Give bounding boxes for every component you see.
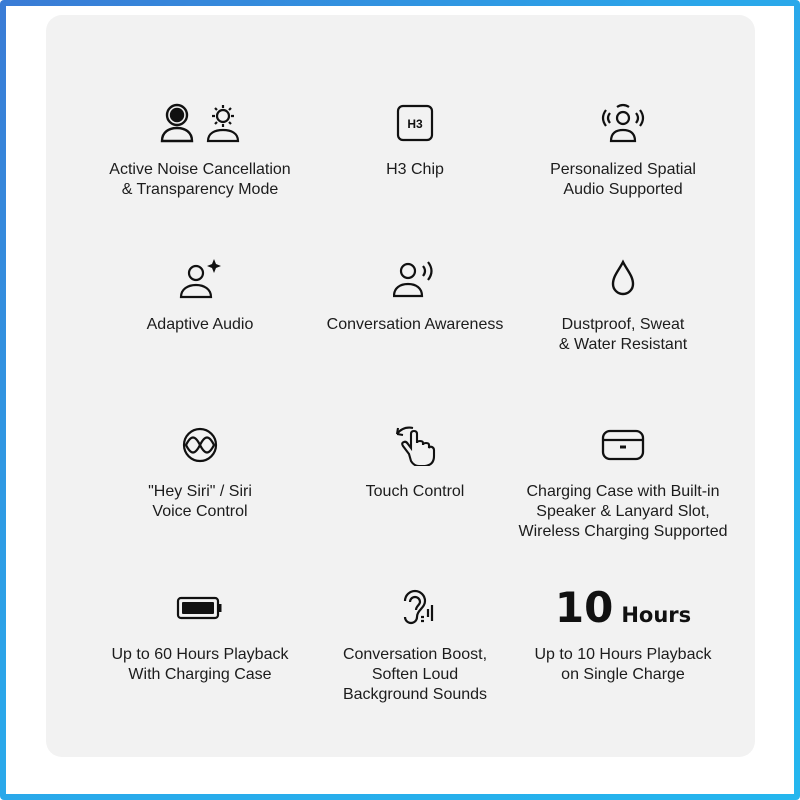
feature-icon-group [159, 100, 241, 146]
noise-cancellation-icon [159, 103, 195, 143]
feature-label: Up to 10 Hours Playback on Single Charge [534, 646, 712, 683]
touch-control-icon [393, 424, 437, 466]
feature-water-resistant [508, 255, 738, 355]
water-drop-icon [608, 258, 638, 298]
transparency-mode-icon [205, 103, 241, 143]
feature-icon-wrap [608, 255, 638, 301]
battery-icon [176, 594, 224, 622]
hours-headline [555, 585, 691, 631]
feature-touch-control [300, 422, 530, 502]
feature-label: Adaptive Audio [146, 316, 254, 333]
feature-label: "Hey Siri" / Siri Voice Control [148, 483, 252, 520]
feature-spatial-audio [508, 100, 738, 200]
feature-icon-wrap [600, 422, 646, 468]
feature-icon-wrap [180, 422, 220, 468]
feature-label: Touch Control [365, 483, 465, 500]
feature-h3-chip [300, 100, 530, 180]
feature-label: H3 Chip [386, 161, 444, 178]
feature-label: Conversation Boost, Soften Loud Background Sounds [342, 646, 488, 703]
feature-label: Conversation Awareness [326, 316, 504, 333]
feature-adaptive-audio [85, 255, 315, 335]
feature-label: Up to 60 Hours Playback With Charging Case [111, 646, 289, 683]
hours-number: 10 [554, 583, 614, 632]
feature-conversation-awareness [300, 255, 530, 335]
siri-icon [180, 425, 220, 465]
feature-label: Personalized Spatial Audio Supported [550, 161, 696, 198]
feature-icon-wrap [601, 100, 645, 146]
feature-icon-wrap [393, 255, 437, 301]
feature-icon-wrap [396, 100, 434, 146]
feature-icon-wrap [395, 585, 435, 631]
feature-icon-wrap [178, 255, 222, 301]
feature-10-hours [508, 585, 738, 685]
features-panel [46, 15, 755, 757]
conversation-awareness-icon [393, 258, 437, 298]
feature-icon-wrap [393, 422, 437, 468]
feature-charging-case [508, 422, 738, 542]
hours-unit: Hours [621, 603, 692, 627]
feature-anc [85, 100, 315, 200]
feature-conversation-boost [300, 585, 530, 705]
charging-case-icon [600, 427, 646, 463]
feature-label: Active Noise Cancellation & Transparency Mode [109, 161, 291, 198]
feature-battery [85, 585, 315, 685]
feature-label: Charging Case with Built-in Speaker & Lanyard Slot, Wireless Charging Supported [518, 483, 728, 540]
hearing-icon [395, 587, 435, 629]
spatial-audio-icon [601, 103, 645, 143]
feature-label: Dustproof, Sweat & Water Resistant [558, 316, 688, 353]
feature-icon-wrap [176, 585, 224, 631]
h3-chip-icon [396, 104, 434, 142]
feature-siri [85, 422, 315, 522]
chip-text: H3 [407, 117, 423, 131]
adaptive-audio-icon [178, 257, 222, 299]
